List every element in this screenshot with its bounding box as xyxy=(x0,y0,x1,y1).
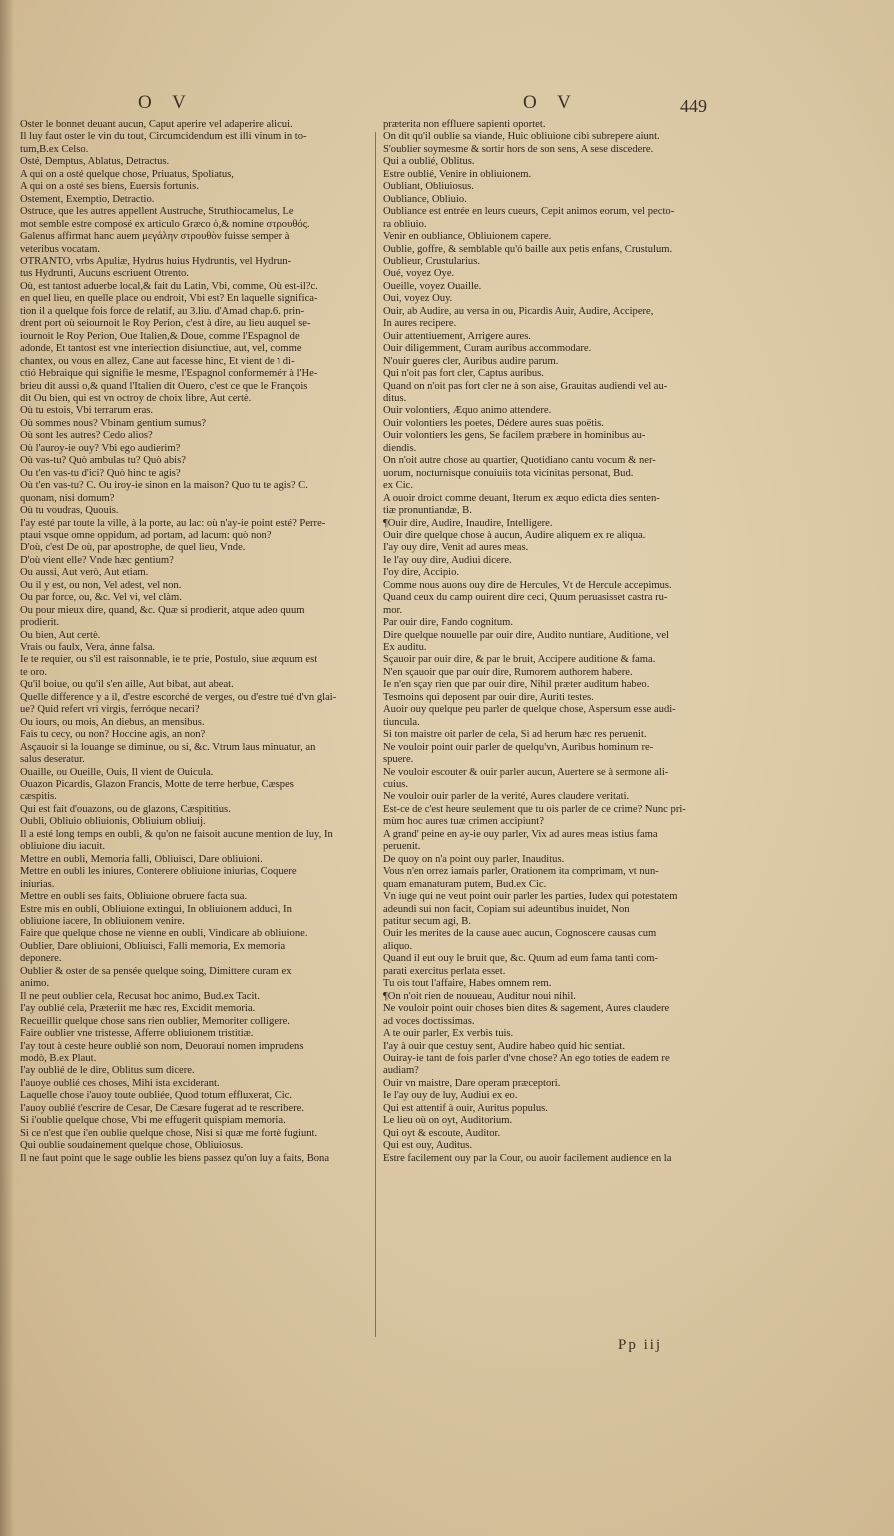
dictionary-line: Vous n'en orrez iamais parler, Orationem ita comprimam, vt nun- xyxy=(383,866,659,878)
dictionary-line: parati exercitus perlata esset. xyxy=(383,965,506,977)
dictionary-line: Oubliance est entrée en leurs cueurs, Cepit animos eorum, vel pecto- xyxy=(383,206,675,218)
dictionary-line: Ou pour mieux dire, quand, &c. Quæ si prodierit, atque adeo quum xyxy=(20,604,305,616)
dictionary-line: On n'oit autre chose au quartier, Quotidiano cantu vocum & ner- xyxy=(383,455,656,467)
dictionary-line: A grand' peine en ay-ie ouy parler, Vix ad aures meas istius fama xyxy=(383,828,658,840)
dictionary-line: peruenit. xyxy=(383,841,421,853)
dictionary-line: Où l'auroy-ie ouy? Vbi ego audierim? xyxy=(20,442,181,454)
dictionary-line: patitur secum agi, B. xyxy=(383,916,471,927)
dictionary-line: Où sommes nous? Vbinam gentium sumus? xyxy=(20,417,207,429)
dictionary-line: Oubli, Obliuio obliuionis, Obliuium obliuij. xyxy=(20,816,206,828)
dictionary-line: Vrais ou faulx, Vera, ánne falsa. xyxy=(20,642,156,654)
dictionary-line: Ou iours, ou mois, An diebus, an mensibus. xyxy=(20,716,205,728)
dictionary-line: Mettre en oubli, Memoria falli, Obliuisci, Dare obliuioni. xyxy=(20,853,263,865)
dictionary-line: N'en sçauoir que par ouir dire, Rumorem authorem habere. xyxy=(383,666,633,678)
dictionary-line: Qui a oublié, Oblitus. xyxy=(383,156,475,168)
dictionary-line: mùm hoc aures tuæ crimen accipiunt? xyxy=(383,816,544,828)
dictionary-line: Où vas-tu? Quò ambulas tu? Quò abis? xyxy=(20,455,186,467)
dictionary-line: cæspitis. xyxy=(20,791,57,803)
dictionary-line: Qui est attentif à ouir, Auritus populus. xyxy=(383,1102,548,1114)
dictionary-line: Tu ois tout l'affaire, Habes omnem rem. xyxy=(383,978,552,990)
dictionary-line: I'auoy oublié t'escrire de Cesar, De Cæsare fugerat ad te rescribere. xyxy=(20,1102,304,1114)
dictionary-line: Quand on n'oit pas fort cler ne à son aise, Grauitas audiendi vel au- xyxy=(383,380,668,392)
dictionary-line: Quelle difference y a il, d'estre escorché de verges, ou d'estre tué d'vn glai- xyxy=(20,691,337,703)
dictionary-line: OTRANTO, vrbs Apuliæ, Hydrus huius Hydruntis, vel Hydrun- xyxy=(20,255,292,267)
dictionary-line: Ie l'ay ouy de luy, Audiui ex eo. xyxy=(383,1090,518,1102)
dictionary-line: Oui, voyez Ouy. xyxy=(383,293,453,305)
dictionary-line: Il a esté long temps en oubli, & qu'on ne faisoit aucune mention de luy, In xyxy=(20,828,333,840)
dictionary-line: S'oublier soymesme & sortir hors de son sens, A sese discedere. xyxy=(383,143,654,155)
dictionary-line: præterita non effluere sapienti oportet. xyxy=(383,119,546,130)
dictionary-line: On dit qu'il oublie sa viande, Huic obliuione cibi subrepere aiunt. xyxy=(383,131,660,143)
dictionary-line: Vn iuge qui ne veut point ouir parler les parties, Iudex qui potestatem xyxy=(383,891,678,903)
dictionary-line: ¶Ouir dire, Audire, Inaudire, Intelligere. xyxy=(383,517,553,529)
dictionary-line: Ouir diligemment, Curam auribus accommodare. xyxy=(383,343,592,355)
dictionary-line: iournoit le Roy Perion, Oue Italien,& Doue, comme l'Espagnol de xyxy=(20,330,300,342)
dictionary-line: aliquo. xyxy=(383,940,413,952)
dictionary-line: Ouir volontiers, Æquo animo attendere. xyxy=(383,405,552,417)
dictionary-line: Ou aussi, Aut verò, Aut etiam. xyxy=(20,567,149,579)
dictionary-line: D'où vient elle? Vnde hæc gentium? xyxy=(20,554,174,566)
dictionary-line: Ou il y est, ou non, Vel adest, vel non. xyxy=(20,579,182,591)
dictionary-line: audiam? xyxy=(383,1065,419,1077)
dictionary-line: Ne vouloir ouir parler de la verité, Aures claudere veritati. xyxy=(383,791,630,803)
dictionary-line: chantex, ou vous en allez, Cane aut facesse hinc, Et vient de ו di- xyxy=(20,355,295,367)
dictionary-line: N'ouir gueres cler, Auribus audire parum. xyxy=(383,355,559,367)
dictionary-line: Le lieu où on oyt, Auditorium. xyxy=(383,1115,513,1127)
dictionary-line: Si ce n'est que i'en oublie quelque chose, Nisi si quæ me fortè fugiunt. xyxy=(20,1127,318,1139)
dictionary-line: Ouir vn maistre, Dare operam præceptori. xyxy=(383,1077,561,1089)
dictionary-line: Il ne faut point que le sage oublie les biens passez qu'on luy a faits, Bona xyxy=(20,1152,330,1164)
dictionary-line: Ostruce, que les autres appellent Austruche, Struthiocamelus, Le xyxy=(20,206,294,218)
dictionary-line: De quoy on n'a point ouy parler, Inauditus. xyxy=(383,853,565,865)
dictionary-line: Ie l'ay ouy dire, Audiui dicere. xyxy=(383,554,512,566)
dictionary-line: Quand ceux du camp ouirent dire ceci, Quum peruasisset castra ru- xyxy=(383,592,668,604)
dictionary-line: tum,B.ex Celso. xyxy=(20,143,89,155)
dictionary-line: Ouaille, ou Oueille, Ouis, Il vient de Ouicula. xyxy=(20,766,214,778)
dictionary-line: Ou par force, ou, &c. Vel vi, vel clàm. xyxy=(20,592,182,604)
dictionary-line: Où, est tantost aduerbe local,& fait du Latin, Vbi, comme, Où est-il?c. xyxy=(20,280,318,292)
dictionary-line: Sçauoir par ouir dire, & par le bruit, Accipere auditione & fama. xyxy=(383,654,656,666)
dictionary-line: Ex auditu. xyxy=(383,642,427,654)
dictionary-line: prodierit. xyxy=(20,617,60,629)
dictionary-line: Ne vouloir point ouir parler de quelqu'vn, Auribus hominum re- xyxy=(383,741,654,753)
dictionary-line: I'ay esté par toute la ville, à la porte, au lac: où n'ay-ie point esté? Perre- xyxy=(20,517,326,529)
left-column xyxy=(20,119,372,1165)
dictionary-line: Qui oublie soudainement quelque chose, Obliuiosus. xyxy=(20,1140,244,1152)
dictionary-line: ptaui vsque omne oppidum, ad portam, ad lacum: quò non? xyxy=(20,529,272,541)
running-head-right: O V xyxy=(523,92,579,113)
dictionary-line: Où sont les autres? Cedo alios? xyxy=(20,430,153,442)
dictionary-line: cuius. xyxy=(383,779,409,791)
dictionary-line: Comme nous auons ouy dire de Hercules, Vt de Hercule accepimus. xyxy=(383,579,672,591)
dictionary-line: Ne vouloir point ouir choses bien dites & sagement, Aures claudere xyxy=(383,1003,670,1015)
dictionary-line: adeundi sui non facit, Copiam sui adeuntibus inuidet, Non xyxy=(383,903,630,915)
dictionary-line: Oster le bonnet deuant aucun, Caput aperire vel adaperire alicui. xyxy=(20,119,293,130)
dictionary-line: D'où, c'est De où, par apostrophe, de quel lieu, Vnde. xyxy=(20,542,246,554)
dictionary-line: adonde, Et tantost est vne interiection disiunctiue, aut, vel, comme xyxy=(20,343,302,355)
dictionary-line: Où t'en vas-tu? C. Ou iroy-ie sinon en la maison? Quo tu te agis? C. xyxy=(20,480,308,492)
running-head-left: O V xyxy=(138,92,194,113)
dictionary-line: Tesmoins qui deposent par ouir dire, Auriti testes. xyxy=(383,691,594,703)
dictionary-line: ad voces doctissimas. xyxy=(383,1015,475,1027)
dictionary-line: tus Hydrunti, Aucuns escriuent Otrento. xyxy=(20,268,189,280)
dictionary-line: ra obliuio. xyxy=(383,218,427,230)
dictionary-line: Asçauoir si la louange se diminue, ou si, &c. Vtrum laus minuatur, an xyxy=(20,741,316,753)
dictionary-line: I'ay tout à ceste heure oublié son nom, Deuorauí nomen imprudens xyxy=(20,1040,304,1052)
dictionary-line: Faire oublier vne tristesse, Afferre obliuionem tristitiæ. xyxy=(20,1028,254,1040)
dictionary-line: Ou t'en vas-tu d'ici? Quò hinc te agis? xyxy=(20,467,181,479)
dictionary-line: In aures recipere. xyxy=(383,318,457,330)
signature-mark: Pp iij xyxy=(618,1337,663,1353)
dictionary-line: I'ay oublié de le dire, Oblitus sum dicere. xyxy=(20,1065,195,1077)
dictionary-line: Auoir ouy quelque peu parler de quelque chose, Aspersum esse audi- xyxy=(383,704,676,716)
dictionary-line: animo. xyxy=(20,978,50,990)
dictionary-line: Il ne peut oublier cela, Recusat hoc animo, Bud.ex Tacit. xyxy=(20,990,260,1002)
dictionary-line: Où tu estois, Vbi terrarum eras. xyxy=(20,405,154,417)
dictionary-line: Faire que quelque chose ne vienne en oubli, Vindicare ab obliuione. xyxy=(20,928,308,940)
dictionary-line: brieu dit aussi o,& quand l'Italien dit Ouero, c'est ce que le François xyxy=(20,380,308,392)
dictionary-line: quonam, nisi domum? xyxy=(20,492,115,504)
dictionary-line: Qui oyt & escoute, Auditor. xyxy=(383,1127,501,1139)
column-rule xyxy=(375,132,376,1337)
dictionary-line: Qui n'oit pas fort cler, Captus auribus. xyxy=(383,368,544,380)
dictionary-line: obliuione iacere, In obliuionem venire. xyxy=(20,916,185,927)
dictionary-line: en quel lieu, en quelle place ou endroit, Vbi est? En laquelle significa- xyxy=(20,293,318,305)
dictionary-line: veteribus vocatam. xyxy=(20,243,101,255)
dictionary-line: Galenus affirmat hanc auem μεγάλην στρουθὸν fuisse semper à xyxy=(20,231,290,243)
dictionary-line: Estre oublié, Venire in obliuionem. xyxy=(383,168,532,180)
dictionary-line: Ouiray-ie tant de fois parler d'vne chose? An ego toties de eadem re xyxy=(383,1052,670,1064)
dictionary-line: Estre mis en oubli, Obliuione extingui, In obliuionem adduci, In xyxy=(20,903,292,915)
dictionary-line: Oueille, voyez Ouaille. xyxy=(383,280,482,292)
dictionary-line: Qui est ouy, Auditus. xyxy=(383,1140,473,1152)
dictionary-line: Dire quelque nouuelle par ouir dire, Audito nuntiare, Auditione, vel xyxy=(383,629,669,641)
dictionary-line: Fais tu cecy, ou non? Hoccine agis, an non? xyxy=(20,729,206,741)
dictionary-line: Ouir volontiers les poetes, Dédere aures suas poëtis. xyxy=(383,417,604,429)
dictionary-line: Ouir attentiuement, Arrigere aures. xyxy=(383,330,531,342)
dictionary-line: Si ton maistre oit parler de cela, Si ad herum hæc res peruenit. xyxy=(383,729,647,741)
dictionary-line: A ouoir droict comme deuant, Iterum ex æquo edicta dies senten- xyxy=(383,492,660,504)
dictionary-line: Quand il eut ouy le bruit que, &c. Quum ad eum fama tanti com- xyxy=(383,953,659,965)
dictionary-line: Ie te requier, ou s'il est raisonnable, ie te prie, Postulo, siue æquum est xyxy=(20,654,318,666)
dictionary-line: Ou bien, Aut certè. xyxy=(20,629,101,641)
dictionary-line: I'ay à ouir que cestuy sent, Audire habeo quid hic sentiat. xyxy=(383,1040,625,1052)
dictionary-line: A qui on a osté quelque chose, Priuatus, Spoliatus, xyxy=(20,168,234,180)
dictionary-line: diendis. xyxy=(383,442,417,454)
dictionary-line: Où tu voudras, Quouis. xyxy=(20,505,119,517)
dictionary-line: Ie n'en sçay rien que par ouir dire, Nihil præter auditum habeo. xyxy=(383,679,650,691)
dictionary-line: Ouir dire quelque chose à aucun, Audire aliquem ex re aliqua. xyxy=(383,529,646,541)
dictionary-line: tiæ pronuntiandæ, B. xyxy=(383,505,472,517)
dictionary-line: ctió Hebraique qui signifie le mesme, l'Espagnol conformeméт à l'He- xyxy=(20,368,318,380)
dictionary-line: quam emanaturam putem, Bud.ex Cic. xyxy=(383,878,547,890)
dictionary-line: Laquelle chose i'auoy toute oubliée, Quod totum effluxerat, Cic. xyxy=(20,1090,293,1102)
dictionary-line: Ouir les merites de la cause auec aucun, Cognoscere causas cum xyxy=(383,928,657,940)
dictionary-line: Mettre en oubli les iniures, Conterere obliuione iniurias, Coquere xyxy=(20,866,297,878)
dictionary-line: Qu'il boiue, ou qu'il s'en aille, Aut bibat, aut abeat. xyxy=(20,679,234,691)
dictionary-line: tion il a quelque fois force de relatif, au 3.liu. d'Amad chap.6. prin- xyxy=(20,305,305,317)
dictionary-line: Oubliant, Obliuiosus. xyxy=(383,181,474,193)
dictionary-line: mot semble estre composé ex articulo Græco ὁ,& nomine στρουθός. xyxy=(20,218,310,230)
right-column xyxy=(383,119,725,1165)
dictionary-line: Il luy faut oster le vin du tout, Circumcidendum est illi vinum in to- xyxy=(20,131,307,143)
dictionary-line: spuere. xyxy=(383,754,414,766)
dictionary-line: Oué, voyez Oye. xyxy=(383,268,455,280)
dictionary-line: deponere. xyxy=(20,953,62,965)
dictionary-line: Oubliance, Obliuio. xyxy=(383,193,467,205)
dictionary-line: Ouir, ab Audire, au versa in ou, Picardis Auir, Audire, Accipere, xyxy=(383,305,654,317)
dictionary-line: Ostement, Exemptio, Detractio. xyxy=(20,193,155,205)
dictionary-line: mor. xyxy=(383,604,403,616)
dictionary-line: Oublier, Dare obliuioni, Obliuisci, Falli memoria, Ex memoria xyxy=(20,940,286,952)
dictionary-line: Par ouir dire, Fando cognitum. xyxy=(383,617,514,629)
dictionary-line: A te ouir parler, Ex verbis tuis. xyxy=(383,1028,514,1040)
dictionary-line: I'auoye oublié ces choses, Mihi ista exciderant. xyxy=(20,1077,220,1089)
dictionary-line: Estre facilement ouy par la Cour, ou auoir facilement audience en la xyxy=(383,1152,672,1164)
dictionary-line: I'ay oublié cela, Præteriit me hæc res, Excidit memoria. xyxy=(20,1003,256,1015)
dictionary-line: Si i'oublie quelque chose, Vbi me effugerit quispiam memoria. xyxy=(20,1115,286,1127)
dictionary-line: salus deseratur. xyxy=(20,754,85,766)
dictionary-line: uorum, nocturnisque conuiuiis tota vicinitas personat, Bud. xyxy=(383,467,634,479)
dictionary-line: Est-ce de c'est heure seulement que tu ois parler de ce crime? Nunc pri- xyxy=(383,803,686,815)
dictionary-line: A qui on a osté ses biens, Euersis fortunis. xyxy=(20,181,199,193)
dictionary-line: Recueillir quelque chose sans rien oublier, Memoriter colligere. xyxy=(20,1015,290,1027)
dictionary-line: ditus. xyxy=(383,392,407,404)
dictionary-line: I'oy dire, Accipio. xyxy=(383,567,460,579)
binding-shadow xyxy=(0,0,14,1536)
dictionary-line: Oublieur, Crustularius. xyxy=(383,255,480,267)
dictionary-line: ex Cic. xyxy=(383,480,414,492)
dictionary-line: dit Ou bien, qui est vn octroy de choix libre, Aut certè. xyxy=(20,392,252,404)
dictionary-line: Osté, Demptus, Ablatus, Detractus. xyxy=(20,156,170,168)
dictionary-line: Venir en oubliance, Obliuionem capere. xyxy=(383,231,552,243)
page-number: 449 xyxy=(680,96,707,116)
dictionary-line: te oro. xyxy=(20,666,48,678)
dictionary-line: modò, B.ex Plaut. xyxy=(20,1052,97,1064)
dictionary-line: iniurias. xyxy=(20,878,55,890)
dictionary-line: ¶On n'oit rien de nouueau, Auditur noui nihil. xyxy=(383,990,576,1002)
dictionary-line: I'ay ouy dire, Venit ad aures meas. xyxy=(383,542,529,554)
dictionary-line: Ouazon Picardis, Glazon Francis, Motte de terre herbue, Cæspes xyxy=(20,779,294,791)
dictionary-line: ue? Quid refert vri virgis, ferróque necari? xyxy=(20,704,200,716)
dictionary-line: tiuncula. xyxy=(383,716,420,728)
dictionary-line: Qui est fait d'ouazons, ou de glazons, Cæspititius. xyxy=(20,803,231,815)
dictionary-line: drent port où seiournoit le Roy Perion, c'est à dire, au lieu auquel se- xyxy=(20,318,311,330)
dictionary-line: Oublie, goffre, & semblable qu'ó baille aux petis enfans, Crustulum. xyxy=(383,243,673,255)
dictionary-line: Mettre en oubli ses faits, Obliuione obruere facta sua. xyxy=(20,891,248,903)
dictionary-line: Ouir volontiers les gens, Se facilem præbere in hominibus au- xyxy=(383,430,646,442)
dictionary-line: Ne vouloir escouter & ouir parler aucun, Auertere se à sermone ali- xyxy=(383,766,669,778)
dictionary-line: obliuione diu iacuit. xyxy=(20,841,106,853)
dictionary-line: Oublier & oster de sa pensée quelque soing, Dimittere curam ex xyxy=(20,965,292,977)
